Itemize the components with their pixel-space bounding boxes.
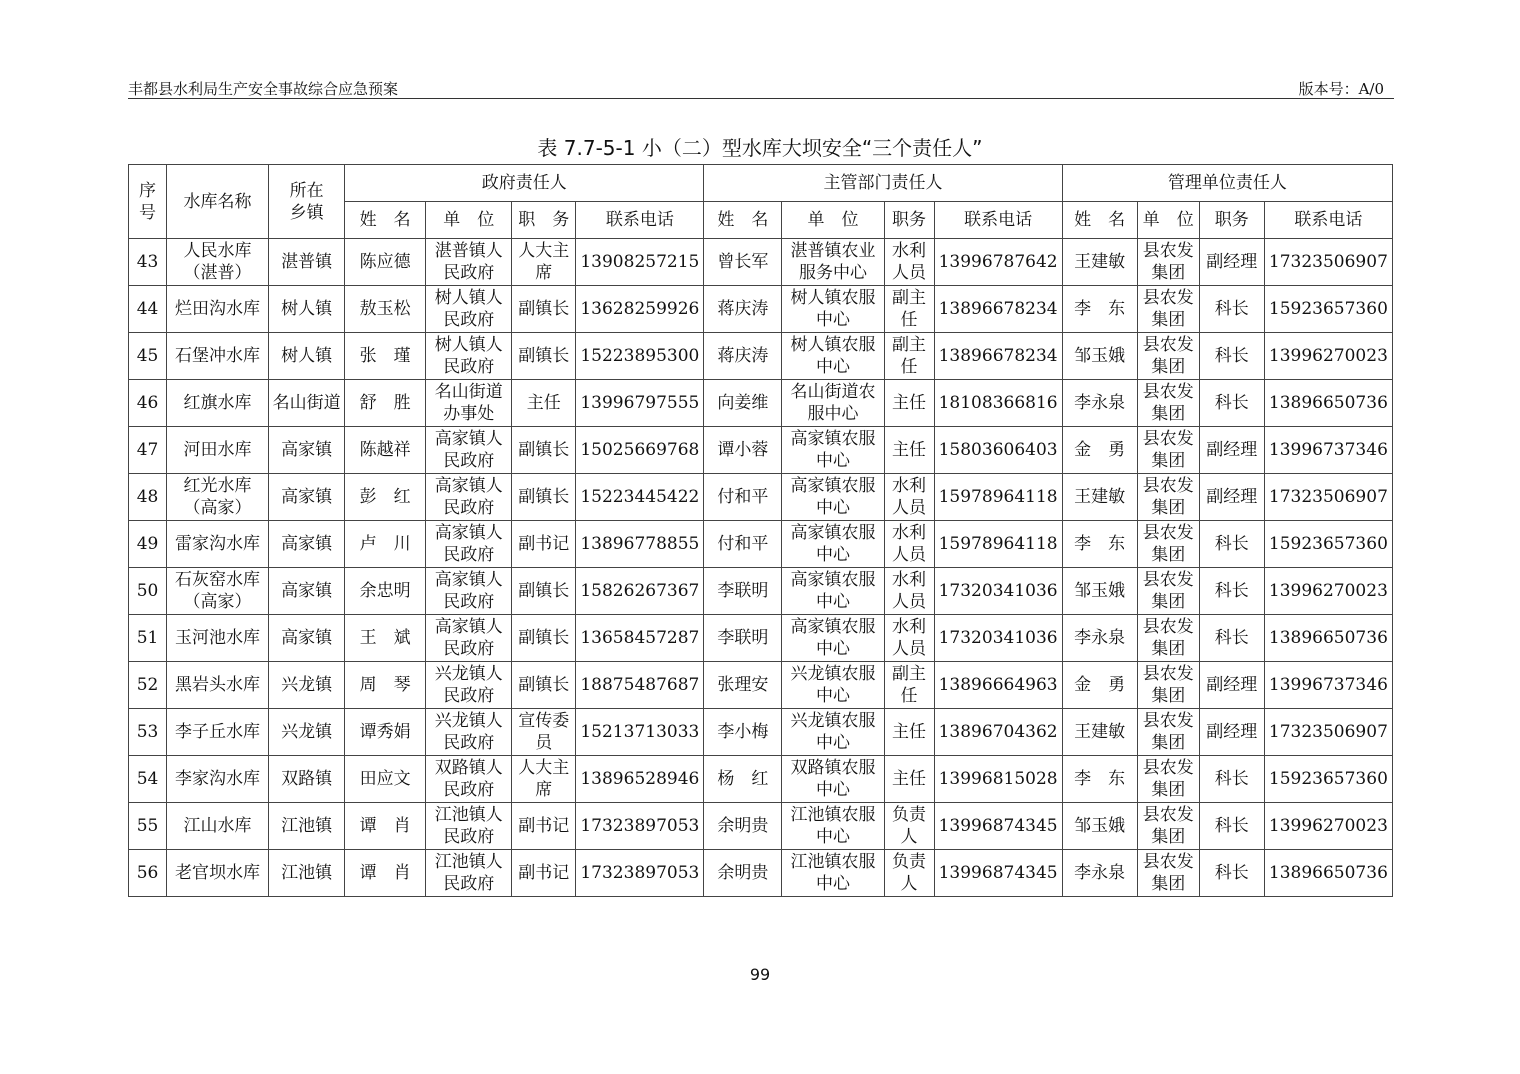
cell-gov-unit: 树人镇人民政府 [426,286,512,333]
table-row [129,850,1393,897]
cell-gov-name: 田应文 [345,756,426,803]
cell-mgmt-phone: 13896650736 [1264,615,1392,662]
cell-mgmt-position: 科长 [1199,380,1264,427]
cell-mgmt-phone: 13896650736 [1264,850,1392,897]
cell-gov-phone: 17323897053 [576,803,704,850]
cell-mgmt-position: 科长 [1199,756,1264,803]
cell-dept-position: 主任 [884,756,934,803]
cell-dept-position: 主任 [884,427,934,474]
cell-gov-position: 副书记 [512,521,576,568]
cell-reservoir-name: 石灰窑水库（高家） [167,568,269,615]
cell-dept-unit: 湛普镇农业服务中心 [782,239,884,286]
table-row [129,333,1393,380]
table-title: 表 7.7-5-1 小（二）型水库大坝安全“三个责任人” [537,136,983,160]
cell-mgmt-name: 王建敏 [1062,709,1137,756]
cell-gov-unit: 高家镇人民政府 [426,615,512,662]
cell-seq: 54 [129,756,167,803]
cell-gov-phone: 13628259926 [576,286,704,333]
cell-gov-phone: 13896528946 [576,756,704,803]
cell-dept-unit: 高家镇农服中心 [782,615,884,662]
table-row [129,286,1393,333]
cell-gov-phone: 18875487687 [576,662,704,709]
cell-gov-name: 谭 肖 [345,803,426,850]
cell-dept-position: 水利人员 [884,521,934,568]
cell-gov-name: 敖玉松 [345,286,426,333]
cell-dept-unit: 名山街道农服中心 [782,380,884,427]
cell-town: 湛普镇 [269,239,345,286]
cell-dept-name: 谭小蓉 [704,427,782,474]
cell-gov-name: 彭 红 [345,474,426,521]
table-row [129,756,1393,803]
table-row [129,568,1393,615]
header-gov-phone: 联系电话 [576,202,704,239]
cell-dept-position: 负责人 [884,850,934,897]
cell-dept-name: 张理安 [704,662,782,709]
cell-dept-phone: 15803606403 [934,427,1062,474]
cell-mgmt-phone: 15923657360 [1264,756,1392,803]
cell-mgmt-phone: 17323506907 [1264,239,1392,286]
table-row [129,380,1393,427]
cell-mgmt-unit: 县农发集团 [1137,756,1199,803]
cell-gov-name: 余忠明 [345,568,426,615]
cell-dept-phone: 13896678234 [934,286,1062,333]
cell-reservoir-name: 河田水库 [167,427,269,474]
cell-reservoir-name: 红旗水库 [167,380,269,427]
cell-seq: 53 [129,709,167,756]
cell-mgmt-name: 邹玉娥 [1062,803,1137,850]
cell-mgmt-position: 科长 [1199,850,1264,897]
header-gov-position: 职 务 [512,202,576,239]
cell-mgmt-name: 王建敏 [1062,474,1137,521]
cell-gov-unit: 树人镇人民政府 [426,333,512,380]
table-body [129,239,1393,897]
cell-mgmt-position: 副经理 [1199,709,1264,756]
cell-town: 树人镇 [269,333,345,380]
cell-mgmt-position: 副经理 [1199,239,1264,286]
header-gov-name: 姓 名 [345,202,426,239]
cell-dept-position: 负责人 [884,803,934,850]
page-number: 99 [749,965,771,984]
cell-gov-position: 人大主席 [512,756,576,803]
cell-mgmt-unit: 县农发集团 [1137,333,1199,380]
cell-town: 兴龙镇 [269,662,345,709]
cell-dept-name: 杨 红 [704,756,782,803]
cell-seq: 55 [129,803,167,850]
cell-mgmt-name: 金 勇 [1062,427,1137,474]
header-mgmt-group: 管理单位责任人 [1062,165,1392,202]
cell-dept-phone: 13996787642 [934,239,1062,286]
cell-mgmt-phone: 13996270023 [1264,333,1392,380]
cell-gov-unit: 名山街道办事处 [426,380,512,427]
cell-mgmt-position: 副经理 [1199,474,1264,521]
header-dept-group: 主管部门责任人 [704,165,1062,202]
cell-gov-phone: 13896778855 [576,521,704,568]
cell-mgmt-unit: 县农发集团 [1137,568,1199,615]
cell-dept-phone: 13996815028 [934,756,1062,803]
cell-gov-phone: 15826267367 [576,568,704,615]
cell-seq: 50 [129,568,167,615]
cell-dept-phone: 13896678234 [934,333,1062,380]
cell-gov-position: 副镇长 [512,568,576,615]
cell-mgmt-unit: 县农发集团 [1137,803,1199,850]
cell-reservoir-name: 玉河池水库 [167,615,269,662]
cell-mgmt-name: 李永泉 [1062,380,1137,427]
header-reservoir: 水库名称 [167,165,269,239]
cell-seq: 43 [129,239,167,286]
cell-mgmt-phone: 13996270023 [1264,568,1392,615]
cell-gov-position: 副书记 [512,803,576,850]
cell-mgmt-unit: 县农发集团 [1137,615,1199,662]
cell-gov-position: 副书记 [512,850,576,897]
cell-mgmt-unit: 县农发集团 [1137,427,1199,474]
cell-town: 高家镇 [269,427,345,474]
responsibility-table [128,164,1393,897]
cell-mgmt-name: 邹玉娥 [1062,333,1137,380]
cell-gov-phone: 13996797555 [576,380,704,427]
cell-seq: 45 [129,333,167,380]
cell-dept-phone: 13996874345 [934,850,1062,897]
cell-gov-unit: 高家镇人民政府 [426,474,512,521]
cell-gov-name: 卢 川 [345,521,426,568]
header-seq: 序号 [129,165,167,239]
cell-town: 双路镇 [269,756,345,803]
cell-dept-name: 李联明 [704,568,782,615]
cell-dept-unit: 高家镇农服中心 [782,521,884,568]
cell-mgmt-phone: 13996737346 [1264,662,1392,709]
cell-mgmt-position: 科长 [1199,521,1264,568]
cell-gov-name: 陈越祥 [345,427,426,474]
cell-dept-phone: 15978964118 [934,521,1062,568]
cell-reservoir-name: 红光水库（高家） [167,474,269,521]
cell-dept-unit: 兴龙镇农服中心 [782,709,884,756]
cell-gov-unit: 兴龙镇人民政府 [426,662,512,709]
cell-gov-phone: 15025669768 [576,427,704,474]
cell-gov-unit: 高家镇人民政府 [426,427,512,474]
cell-mgmt-unit: 县农发集团 [1137,662,1199,709]
cell-dept-position: 副主任 [884,662,934,709]
cell-reservoir-name: 雷家沟水库 [167,521,269,568]
cell-town: 江池镇 [269,850,345,897]
cell-mgmt-unit: 县农发集团 [1137,850,1199,897]
cell-gov-name: 陈应德 [345,239,426,286]
cell-mgmt-name: 金 勇 [1062,662,1137,709]
cell-gov-name: 王 斌 [345,615,426,662]
cell-dept-name: 余明贵 [704,803,782,850]
cell-dept-phone: 13896664963 [934,662,1062,709]
table-row [129,803,1393,850]
header-mgmt-name: 姓 名 [1062,202,1137,239]
cell-mgmt-phone: 13996270023 [1264,803,1392,850]
cell-gov-phone: 15223445422 [576,474,704,521]
cell-gov-position: 副镇长 [512,333,576,380]
cell-gov-phone: 13908257215 [576,239,704,286]
cell-gov-name: 谭秀娟 [345,709,426,756]
cell-gov-unit: 高家镇人民政府 [426,521,512,568]
cell-dept-name: 蒋庆涛 [704,286,782,333]
cell-dept-position: 主任 [884,709,934,756]
cell-dept-name: 曾长军 [704,239,782,286]
cell-seq: 44 [129,286,167,333]
document-title: 丰都县水利局生产安全事故综合应急预案 [128,80,399,98]
cell-mgmt-phone: 17323506907 [1264,709,1392,756]
cell-mgmt-position: 科长 [1199,803,1264,850]
cell-mgmt-unit: 县农发集团 [1137,239,1199,286]
table-row [129,427,1393,474]
cell-gov-phone: 15213713033 [576,709,704,756]
cell-mgmt-phone: 15923657360 [1264,286,1392,333]
cell-mgmt-name: 李 东 [1062,521,1137,568]
page-header [128,76,1394,99]
cell-seq: 49 [129,521,167,568]
table-row [129,239,1393,286]
cell-gov-unit: 双路镇人民政府 [426,756,512,803]
cell-dept-position: 副主任 [884,286,934,333]
cell-seq: 56 [129,850,167,897]
cell-dept-name: 余明贵 [704,850,782,897]
cell-dept-phone: 18108366816 [934,380,1062,427]
cell-dept-phone: 15978964118 [934,474,1062,521]
table-row [129,521,1393,568]
cell-dept-position: 副主任 [884,333,934,380]
cell-dept-name: 李联明 [704,615,782,662]
cell-reservoir-name: 烂田沟水库 [167,286,269,333]
cell-dept-phone: 17320341036 [934,568,1062,615]
cell-seq: 51 [129,615,167,662]
cell-reservoir-name: 黑岩头水库 [167,662,269,709]
cell-gov-position: 宣传委员 [512,709,576,756]
cell-gov-unit: 湛普镇人民政府 [426,239,512,286]
cell-dept-unit: 江池镇农服中心 [782,850,884,897]
cell-mgmt-position: 科长 [1199,615,1264,662]
cell-town: 高家镇 [269,521,345,568]
header-dept-position: 职务 [884,202,934,239]
cell-dept-unit: 江池镇农服中心 [782,803,884,850]
cell-dept-phone: 13996874345 [934,803,1062,850]
table-row [129,615,1393,662]
cell-gov-unit: 江池镇人民政府 [426,850,512,897]
cell-mgmt-phone: 13896650736 [1264,380,1392,427]
cell-mgmt-name: 李 东 [1062,286,1137,333]
cell-reservoir-name: 江山水库 [167,803,269,850]
table-row [129,474,1393,521]
cell-seq: 46 [129,380,167,427]
cell-mgmt-phone: 15923657360 [1264,521,1392,568]
cell-mgmt-position: 科长 [1199,568,1264,615]
cell-reservoir-name: 石堡冲水库 [167,333,269,380]
cell-mgmt-name: 李 东 [1062,756,1137,803]
cell-gov-phone: 17323897053 [576,850,704,897]
cell-mgmt-name: 李永泉 [1062,615,1137,662]
cell-mgmt-position: 科长 [1199,286,1264,333]
cell-mgmt-position: 副经理 [1199,427,1264,474]
version-number: 版本号：A/0 [1298,80,1384,98]
cell-dept-unit: 兴龙镇农服中心 [782,662,884,709]
cell-dept-name: 蒋庆涛 [704,333,782,380]
cell-dept-name: 李小梅 [704,709,782,756]
cell-mgmt-name: 邹玉娥 [1062,568,1137,615]
header-gov-unit: 单 位 [426,202,512,239]
cell-dept-phone: 17320341036 [934,615,1062,662]
cell-dept-position: 主任 [884,380,934,427]
cell-mgmt-unit: 县农发集团 [1137,521,1199,568]
cell-dept-name: 付和平 [704,521,782,568]
cell-reservoir-name: 老官坝水库 [167,850,269,897]
cell-seq: 47 [129,427,167,474]
cell-gov-phone: 13658457287 [576,615,704,662]
header-dept-unit: 单 位 [782,202,884,239]
cell-gov-position: 副镇长 [512,615,576,662]
cell-dept-name: 付和平 [704,474,782,521]
cell-gov-name: 周 琴 [345,662,426,709]
cell-gov-name: 谭 肖 [345,850,426,897]
cell-town: 高家镇 [269,568,345,615]
cell-dept-unit: 树人镇农服中心 [782,286,884,333]
cell-mgmt-unit: 县农发集团 [1137,709,1199,756]
cell-gov-position: 副镇长 [512,662,576,709]
cell-mgmt-unit: 县农发集团 [1137,380,1199,427]
header-gov-group: 政府责任人 [345,165,704,202]
cell-mgmt-position: 科长 [1199,333,1264,380]
header-dept-name: 姓 名 [704,202,782,239]
cell-gov-unit: 高家镇人民政府 [426,568,512,615]
cell-seq: 52 [129,662,167,709]
cell-town: 江池镇 [269,803,345,850]
cell-dept-unit: 高家镇农服中心 [782,568,884,615]
cell-dept-position: 水利人员 [884,615,934,662]
cell-town: 高家镇 [269,474,345,521]
cell-dept-unit: 高家镇农服中心 [782,427,884,474]
header-mgmt-phone: 联系电话 [1264,202,1392,239]
cell-town: 高家镇 [269,615,345,662]
cell-gov-position: 主任 [512,380,576,427]
cell-gov-position: 副镇长 [512,427,576,474]
cell-mgmt-phone: 17323506907 [1264,474,1392,521]
cell-dept-position: 水利人员 [884,568,934,615]
cell-reservoir-name: 李家沟水库 [167,756,269,803]
cell-dept-position: 水利人员 [884,474,934,521]
cell-town: 名山街道 [269,380,345,427]
cell-gov-position: 人大主席 [512,239,576,286]
cell-mgmt-unit: 县农发集团 [1137,474,1199,521]
cell-mgmt-name: 王建敏 [1062,239,1137,286]
table-row [129,662,1393,709]
header-mgmt-position: 职务 [1199,202,1264,239]
header-dept-phone: 联系电话 [934,202,1062,239]
cell-dept-phone: 13896704362 [934,709,1062,756]
cell-town: 树人镇 [269,286,345,333]
cell-dept-name: 向姜维 [704,380,782,427]
cell-dept-unit: 高家镇农服中心 [782,474,884,521]
cell-gov-position: 副镇长 [512,286,576,333]
cell-gov-name: 舒 胜 [345,380,426,427]
cell-dept-unit: 双路镇农服中心 [782,756,884,803]
cell-seq: 48 [129,474,167,521]
cell-gov-unit: 江池镇人民政府 [426,803,512,850]
cell-mgmt-unit: 县农发集团 [1137,286,1199,333]
cell-gov-unit: 兴龙镇人民政府 [426,709,512,756]
cell-mgmt-phone: 13996737346 [1264,427,1392,474]
cell-gov-name: 张 瑾 [345,333,426,380]
cell-gov-phone: 15223895300 [576,333,704,380]
cell-reservoir-name: 人民水库（湛普） [167,239,269,286]
header-mgmt-unit: 单 位 [1137,202,1199,239]
cell-mgmt-name: 李永泉 [1062,850,1137,897]
cell-reservoir-name: 李子丘水库 [167,709,269,756]
cell-mgmt-position: 副经理 [1199,662,1264,709]
cell-gov-position: 副镇长 [512,474,576,521]
cell-town: 兴龙镇 [269,709,345,756]
table-row [129,709,1393,756]
cell-dept-position: 水利人员 [884,239,934,286]
cell-dept-unit: 树人镇农服中心 [782,333,884,380]
header-town: 所在乡镇 [269,165,345,239]
